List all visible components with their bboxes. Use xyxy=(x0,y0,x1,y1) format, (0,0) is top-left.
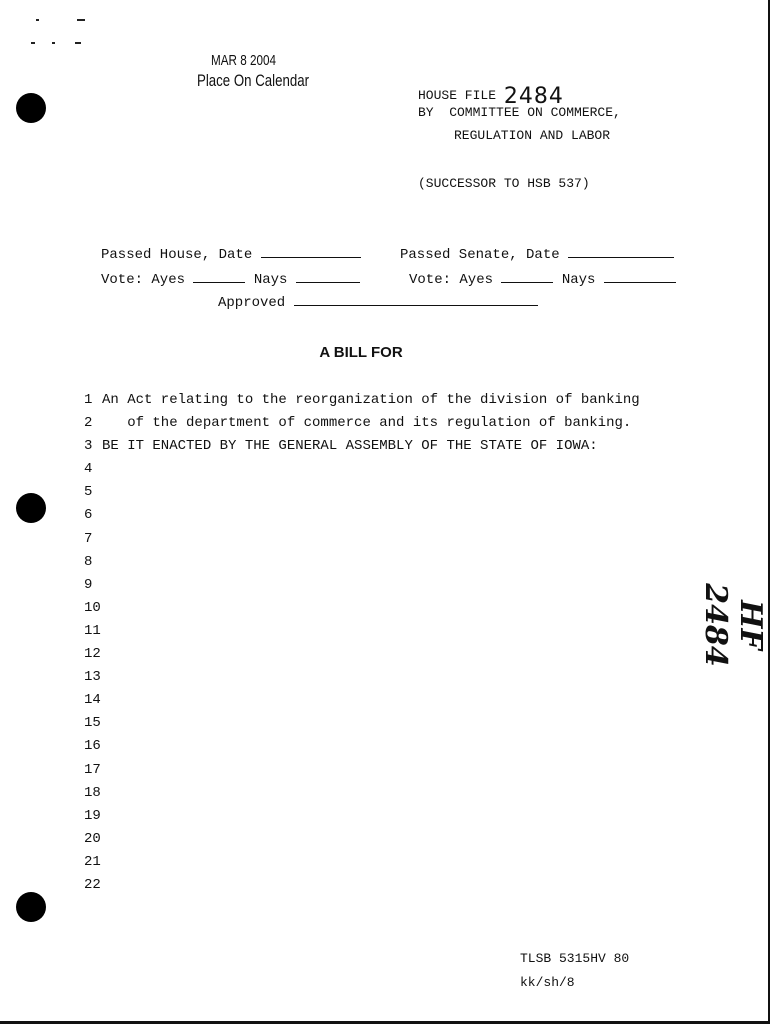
passed-house-row xyxy=(101,245,361,263)
bill-line xyxy=(84,692,640,715)
footer-initials: kk/sh/8 xyxy=(520,975,575,990)
line-number: 8 xyxy=(84,553,93,570)
bill-line xyxy=(84,808,640,831)
bill-body xyxy=(84,392,640,900)
bill-line xyxy=(84,715,640,738)
scan-speck xyxy=(75,42,81,44)
scan-speck xyxy=(77,19,85,21)
bill-line xyxy=(84,415,640,438)
house-file-label: HOUSE FILE xyxy=(418,88,497,103)
line-number: 6 xyxy=(84,507,93,524)
line-number: 12 xyxy=(84,646,101,663)
senate-ayes-blank xyxy=(501,270,553,283)
line-number: 7 xyxy=(84,530,93,547)
bill-line xyxy=(84,484,640,507)
senate-vote-row xyxy=(409,270,676,288)
bill-title: A BILL FOR xyxy=(319,344,403,361)
line-text: BE IT ENACTED BY THE GENERAL ASSEMBLY OF THE STATE OF IOWA: xyxy=(102,438,598,455)
passed-house-label: Passed House, Date xyxy=(101,247,253,263)
line-number: 11 xyxy=(84,622,101,639)
bill-line xyxy=(84,531,640,554)
line-number: 19 xyxy=(84,807,101,824)
punch-hole-bottom xyxy=(16,892,46,922)
bill-line xyxy=(84,623,640,646)
sponsor-line: BY COMMITTEE ON COMMERCE, xyxy=(418,105,621,120)
line-number: 1 xyxy=(84,392,93,408)
line-number: 16 xyxy=(84,738,101,755)
house-file-number: 2484 xyxy=(503,84,564,109)
bill-line xyxy=(84,600,640,623)
approved-row xyxy=(218,293,538,311)
bill-line xyxy=(84,762,640,785)
line-number: 9 xyxy=(84,576,93,593)
approved-label: Approved xyxy=(218,295,286,311)
bill-line xyxy=(84,831,640,854)
line-text: of the department of commerce and its regulation of banking. xyxy=(102,415,632,432)
bill-line xyxy=(84,738,640,761)
bill-line xyxy=(84,507,640,530)
line-number: 20 xyxy=(84,830,101,847)
line-number: 10 xyxy=(84,599,101,616)
house-nays-blank xyxy=(296,270,360,283)
scan-speck xyxy=(52,42,55,44)
house-vote-ayes-label: Vote: Ayes xyxy=(101,272,186,288)
passed-senate-row xyxy=(400,245,674,263)
bill-line xyxy=(84,877,640,900)
passed-senate-date-blank xyxy=(568,245,674,258)
bill-line xyxy=(84,554,640,577)
house-file-heading xyxy=(418,80,564,109)
approved-blank xyxy=(294,293,538,306)
bill-line xyxy=(84,646,640,669)
punch-hole-top xyxy=(16,93,46,123)
successor-note: (SUCCESSOR TO HSB 537) xyxy=(418,176,590,191)
passed-house-date-blank xyxy=(261,245,361,258)
line-number: 14 xyxy=(84,692,101,709)
line-number: 5 xyxy=(84,484,93,501)
bill-line xyxy=(84,577,640,600)
line-number: 3 xyxy=(84,438,93,455)
line-number: 13 xyxy=(84,669,101,686)
house-ayes-blank xyxy=(193,270,245,283)
bill-line xyxy=(84,854,640,877)
bill-line xyxy=(84,785,640,808)
line-number: 2 xyxy=(84,415,93,432)
house-nays-label: Nays xyxy=(253,272,288,288)
line-number: 17 xyxy=(84,761,101,778)
footer-code: TLSB 5315HV 80 xyxy=(520,951,630,966)
punch-hole-middle xyxy=(16,493,46,523)
calendar-stamp-label: Place On Calendar xyxy=(197,71,310,90)
passed-senate-label: Passed Senate, Date xyxy=(400,247,560,263)
bill-line xyxy=(84,392,640,415)
calendar-stamp-date: MAR 8 2004 xyxy=(211,52,277,69)
senate-nays-blank xyxy=(604,270,676,283)
senate-nays-label: Nays xyxy=(561,272,596,288)
line-number: 4 xyxy=(84,461,93,478)
line-text: An Act relating to the reorganization of the division of banking xyxy=(102,392,640,408)
sponsor-line-continued: REGULATION AND LABOR xyxy=(454,128,611,143)
bill-line xyxy=(84,669,640,692)
house-vote-row xyxy=(101,270,360,288)
line-number: 18 xyxy=(84,784,101,801)
handwritten-margin-note: HF 2484 xyxy=(698,583,768,667)
line-number: 21 xyxy=(84,853,101,870)
line-number: 22 xyxy=(84,876,101,893)
bill-line xyxy=(84,438,640,461)
scan-speck xyxy=(36,19,39,21)
senate-vote-ayes-label: Vote: Ayes xyxy=(409,272,494,288)
scan-speck xyxy=(31,42,35,44)
bill-line xyxy=(84,461,640,484)
line-number: 15 xyxy=(84,715,101,732)
